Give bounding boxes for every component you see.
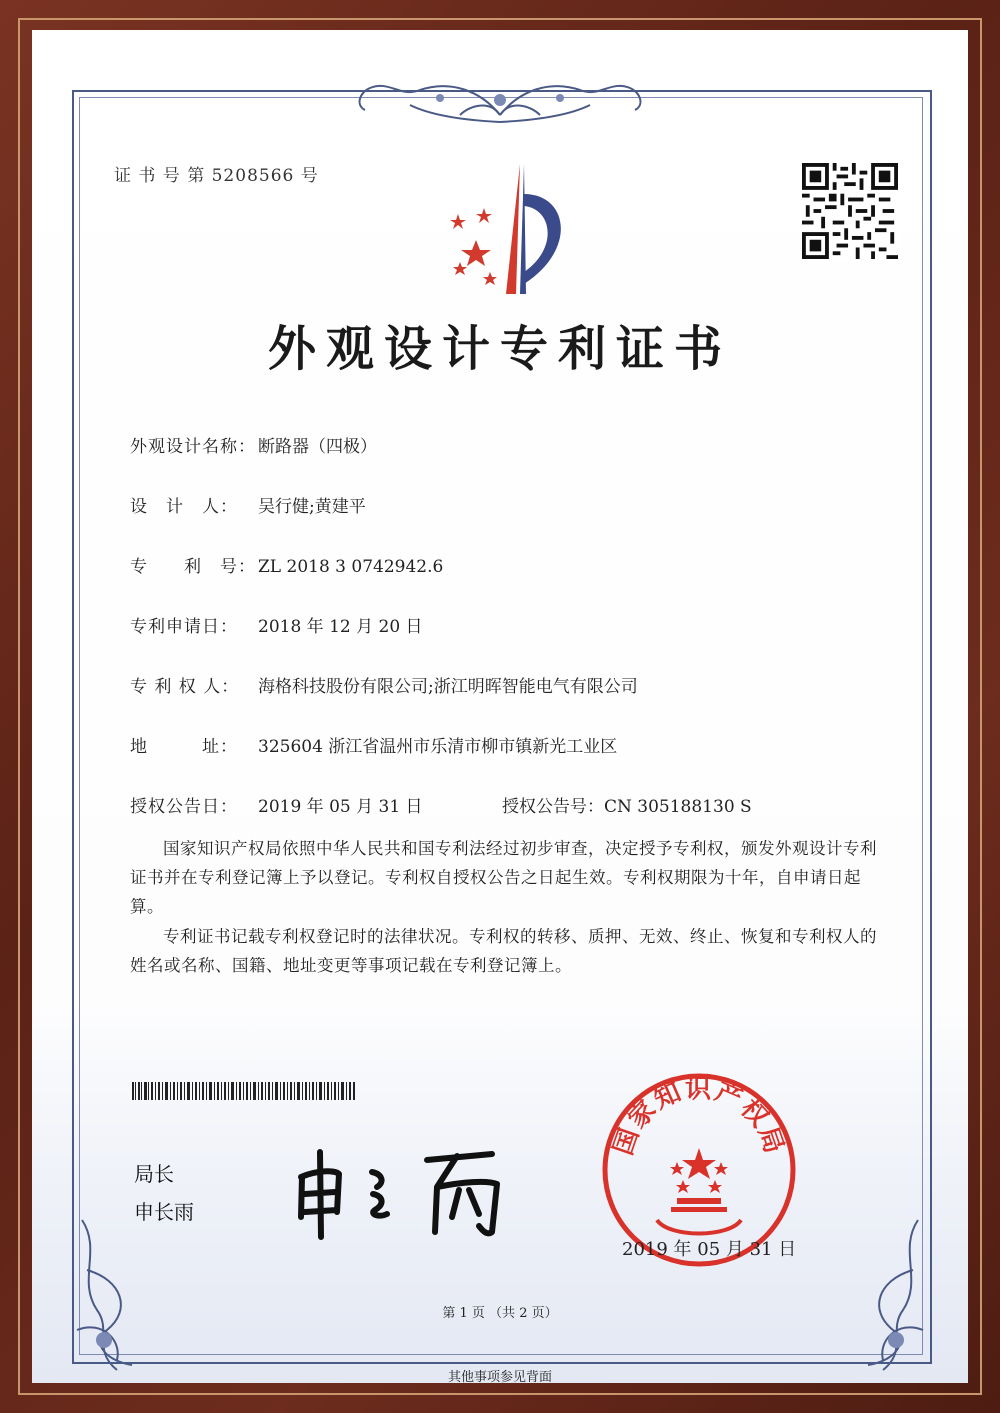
signatory-name: 申长雨 <box>134 1200 194 1224</box>
seal-text: 国家知识产权局 <box>608 1074 790 1160</box>
signatory-role: 局长 <box>134 1162 174 1186</box>
field-label: 授权公告号： <box>502 797 604 817</box>
field-label: 外观设计名称： <box>130 437 256 457</box>
barcode <box>132 1082 356 1100</box>
body-paragraph: 国家知识产权局依照中华人民共和国专利法经过初步审查，决定授予专利权，颁发外观设计专利证书并在专利登记簿上予以登记。专利权自授权公告之日起生效。专利权期限为十年，自申请日起算。 <box>130 839 877 916</box>
field-value: 325604 浙江省温州市乐清市柳市镇新光工业区 <box>258 737 618 757</box>
field-designer <box>130 492 366 517</box>
svg-text:国家知识产权局 <box>608 1075 789 1159</box>
field-value: 海格科技股份有限公司;浙江明晖智能电气有限公司 <box>258 677 638 697</box>
back-note: 其他事项参见背面 <box>447 1370 552 1383</box>
field-label: 专利申请日： <box>130 617 238 637</box>
field-value: ZL 2018 3 0742942.6 <box>258 557 444 577</box>
field-application-date <box>130 612 423 637</box>
field-value: 吴行健;黄建平 <box>258 497 366 517</box>
field-address <box>130 732 617 757</box>
field-value: CN 305188130 S <box>604 797 752 817</box>
field-label: 地 址： <box>130 737 238 757</box>
field-label: 授权公告日： <box>130 797 238 817</box>
top-ornament <box>350 60 650 130</box>
field-design-name <box>130 432 377 457</box>
field-patent-number <box>130 552 443 577</box>
field-publication-number <box>502 792 752 817</box>
bottom-right-ornament <box>818 1210 938 1380</box>
qr-code <box>802 163 898 259</box>
field-label: 专 利 权 人： <box>130 677 240 697</box>
certificate-paper <box>32 30 968 1383</box>
handwritten-signature <box>287 1132 517 1242</box>
field-value: 2019 年 05 月 31 日 <box>258 797 423 817</box>
field-value: 2018 年 12 月 20 日 <box>258 617 423 637</box>
certificate-number: 证 书 号 第 5208566 号 <box>114 166 319 186</box>
patent-office-logo <box>428 154 578 304</box>
certificate-title: 外观设计专利证书 <box>267 321 732 377</box>
body-paragraph: 专利证书记载专利权登记时的法律状况。专利权的转移、质押、无效、终止、恢复和专利权人的姓名或名称、国籍、地址变更等事项记载在专利登记簿上。 <box>130 927 877 975</box>
field-patentee <box>130 672 638 697</box>
page-number: 第 1 页 （共 2 页） <box>442 1306 558 1321</box>
field-grant-date <box>130 792 423 817</box>
field-label: 专 利 号： <box>130 557 256 577</box>
bottom-left-ornament <box>62 1210 182 1380</box>
seal-date: 2019 年 05 月 31 日 <box>622 1239 797 1260</box>
field-label: 设 计 人： <box>130 497 238 517</box>
field-value: 断路器（四极） <box>258 437 377 457</box>
